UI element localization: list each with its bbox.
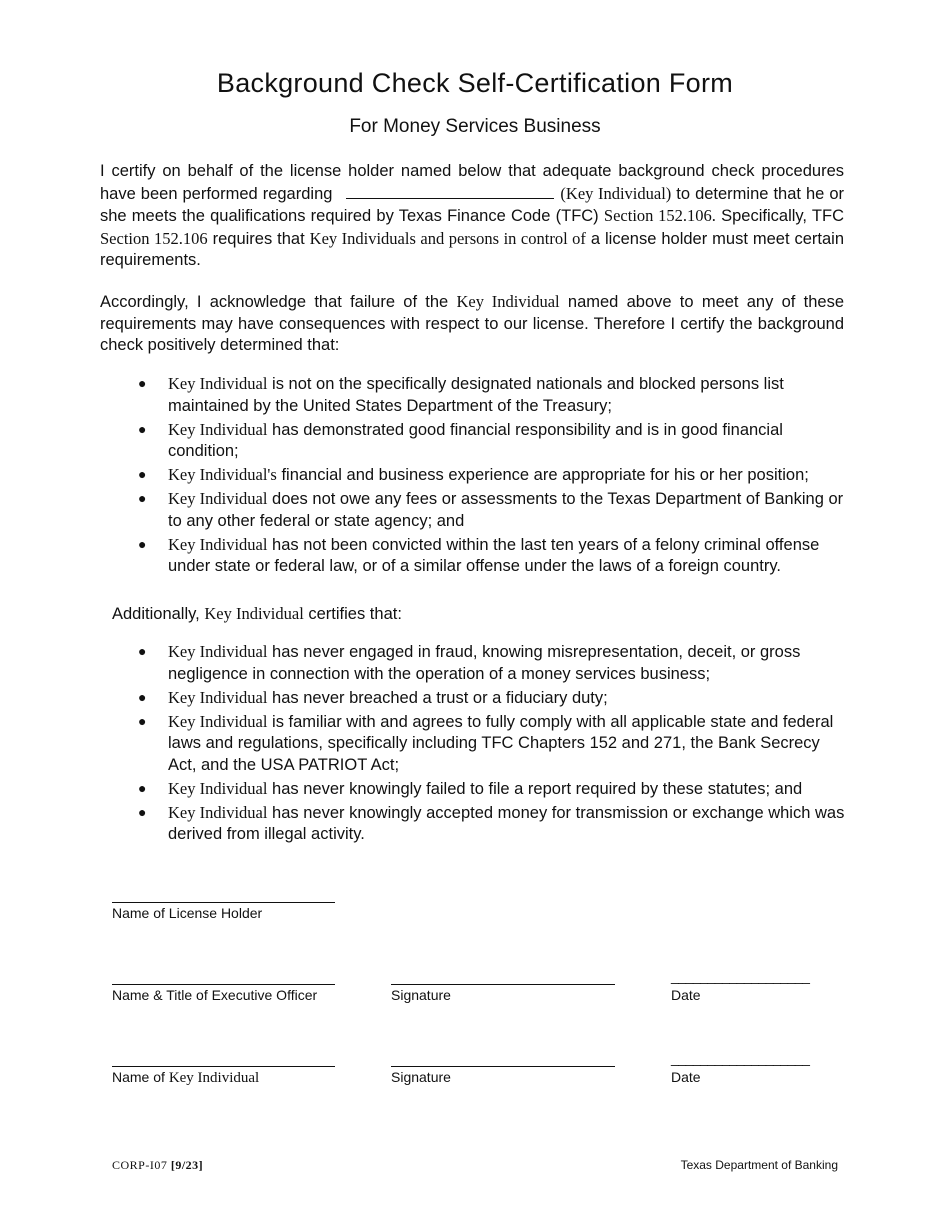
additional-key-individual: Key Individual (204, 604, 304, 623)
executive-officer-name-line[interactable] (112, 984, 335, 985)
list-item (100, 711, 846, 777)
list-item-key-individual: Key Individual (168, 802, 268, 822)
bullet-icon: ● (138, 466, 147, 482)
list-item (100, 464, 846, 487)
executive-officer-date-label: Date (671, 987, 701, 1003)
key-individual-signature-line[interactable] (391, 1066, 615, 1067)
bullet-icon: ● (138, 375, 147, 391)
list-item-key-individual: Key Individual (168, 778, 268, 798)
bullet-icon: ● (138, 535, 147, 552)
tfc-section: Section 152.106. (603, 206, 716, 225)
list-item-key-individual: Key Individual (168, 419, 268, 439)
executive-officer-label: Name & Title of Executive Officer (112, 987, 318, 1003)
intro-text-4: requires that (212, 229, 305, 248)
bullet-icon: ● (138, 712, 147, 729)
form-code (112, 1158, 203, 1173)
bullet-icon: ● (138, 803, 147, 820)
bullet-icon: ● (138, 420, 147, 437)
list-item (100, 373, 846, 417)
list-item-text: financial and business experience are appropriate for his or her position; (281, 466, 809, 484)
key-individual-date-label: Date (671, 1069, 701, 1085)
key-individual-name-prefix: Name of (112, 1069, 165, 1085)
key-individual-name-line[interactable] (112, 1066, 335, 1067)
list-item-key-individual: Key Individual (168, 374, 268, 393)
list-item (100, 687, 846, 710)
list-item (100, 802, 846, 846)
form-subtitle: For Money Services Business (349, 116, 601, 137)
requirements-list (100, 373, 846, 579)
form-revision-date: [9/23] (170, 1158, 204, 1172)
tfc-section-2: Section 152.106 (100, 228, 208, 248)
ack-text-1: Accordingly, I acknowledge that failure of the (100, 293, 449, 311)
executive-officer-signature-label: Signature (391, 987, 451, 1003)
agency-name: Texas Department of Banking (680, 1158, 838, 1172)
bullet-icon: ● (138, 643, 147, 659)
key-individual-blank[interactable] (346, 184, 554, 199)
bullet-icon: ● (138, 490, 147, 506)
list-item-text: does not owe any fees or assessments to the Texas Department of Banking or to any other federal or state agency; and (168, 490, 844, 530)
bullet-icon: ● (138, 688, 147, 705)
ack-key-individual: Key Individual (456, 292, 560, 311)
list-item-key-individual: Key Individual (168, 711, 268, 731)
list-item-text: has never knowingly accepted money for transmission or exchange which was derived from illegal activity. (168, 803, 845, 843)
list-item-key-individual: Key Individual's (168, 465, 277, 484)
key-individual-signature-label: Signature (391, 1069, 451, 1085)
ack-text-2: named above to meet any of these requirements may have consequences with respect to our license. Therefore I certify the background check positively determined that: (100, 293, 844, 354)
intro-text-2: to determine that he or she meets the qualifications required by Texas Finance Code (TFC) (100, 184, 844, 225)
additional-text-1: Additionally, (112, 605, 200, 623)
list-item-key-individual: Key Individual (168, 642, 268, 661)
list-item-text: is familiar with and agrees to fully comply with all applicable state and federal laws and regulations, specifically including TFC Chapters 152 and 271, the Bank Secrecy Act, and the USA PATRIOT Act; (168, 712, 834, 774)
intro-text-3: Specifically, TFC (721, 207, 844, 225)
certifications-list (100, 641, 846, 847)
list-item-text: has never breached a trust or a fiduciary duty; (272, 688, 608, 707)
form-code-text: CORP-I07 (112, 1158, 168, 1172)
list-item-key-individual: Key Individual (168, 687, 268, 707)
list-item-key-individual: Key Individual (168, 534, 268, 554)
list-item-text: has demonstrated good financial responsibility and is in good financial condition; (168, 420, 783, 460)
form-title: Background Check Self-Certification Form (216, 68, 734, 98)
list-item-text: is not on the specifically designated nationals and blocked persons list maintained by the United States Department of the Treasury; (168, 375, 784, 415)
list-item-text: has never knowingly failed to file a report required by these statutes; and (272, 779, 803, 798)
intro-paragraph (100, 161, 844, 272)
additional-certification-heading (112, 604, 402, 624)
list-item (100, 641, 846, 685)
bullet-icon: ● (138, 779, 147, 796)
executive-officer-date-line[interactable]: ___________________ (671, 968, 810, 984)
license-holder-signature-line[interactable] (112, 902, 335, 903)
list-item-text: has not been convicted within the last ten years of a felony criminal offense under state or federal law, or of a similar offense under the laws of a foreign country. (168, 535, 820, 575)
key-individual-date-line[interactable]: ___________________ (671, 1050, 810, 1066)
list-item (100, 778, 846, 801)
intro-text-5: a license holder must meet certain requirements. (100, 229, 845, 269)
license-holder-label: Name of License Holder (112, 905, 263, 921)
key-individual-name-label (112, 1069, 259, 1087)
additional-text-2: certifies that: (308, 605, 402, 623)
executive-officer-signature-line[interactable] (391, 984, 615, 985)
list-item-key-individual: Key Individual (168, 489, 268, 508)
intro-text-1: I certify on behalf of the license holder named below that adequate background check procedures have been performed regarding (100, 162, 844, 203)
list-item (100, 488, 846, 532)
list-item (100, 419, 846, 463)
acknowledgement-paragraph (100, 291, 844, 357)
key-individual-label: (Key Individual) (560, 183, 672, 203)
key-individuals-phrase: Key Individuals and persons in control of (309, 228, 586, 248)
list-item (100, 534, 846, 578)
key-individual-name-suffix: Key Individual (168, 1070, 260, 1086)
list-item-text: has never engaged in fraud, knowing misrepresentation, deceit, or gross negligence in connection with the operation of a money services business; (168, 643, 801, 683)
